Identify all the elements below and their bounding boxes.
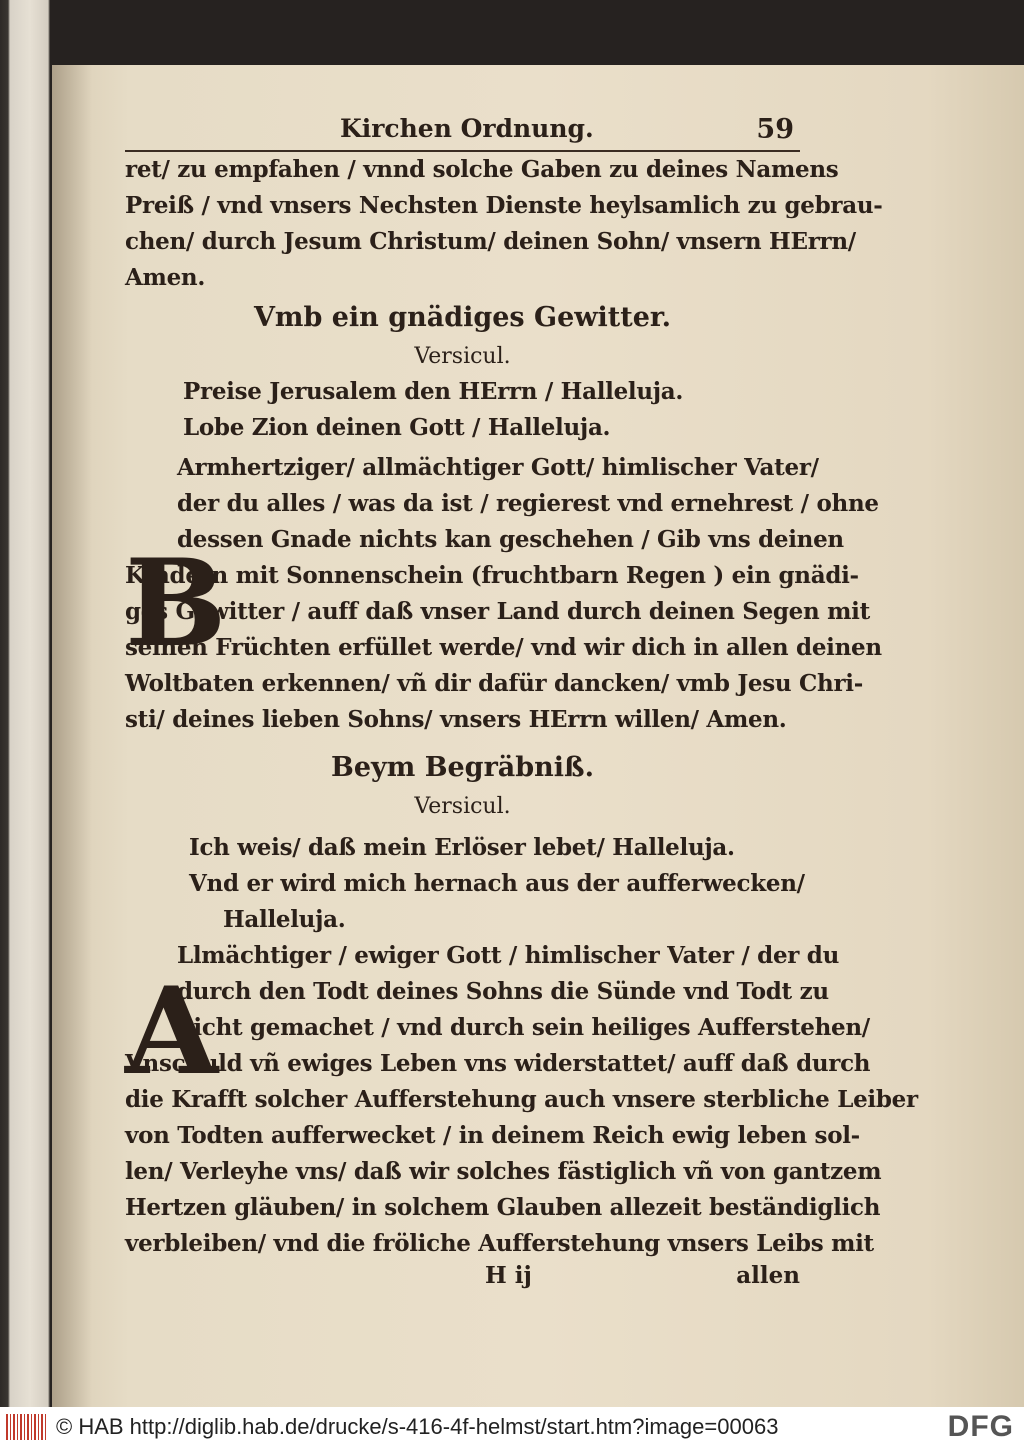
text-line: Preiß / vnd vnsers Nechsten Dienste heylsamlich zu gebrau- bbox=[125, 192, 883, 219]
spine-shadow bbox=[52, 65, 92, 1407]
text-line: ret/ zu empfahen / vnnd solche Gaben zu deines Namens bbox=[125, 156, 839, 183]
page-text bbox=[125, 112, 918, 1298]
prayer-line: der du alles / was da ist / regierest vnd ernehrest / ohne bbox=[177, 490, 879, 517]
verse-line: Lobe Zion deinen Gott / Halleluja. bbox=[183, 414, 611, 441]
page-number: 59 bbox=[756, 114, 794, 145]
verse-line: Halleluja. bbox=[223, 906, 346, 933]
verse-line: Vnd er wird mich hernach aus der aufferwecken/ bbox=[189, 870, 805, 897]
prayer-line: ges Gewitter / auff daß vnser Land durch deinen Segen mit bbox=[125, 598, 870, 625]
running-title: Kirchen Ordnung. bbox=[340, 114, 594, 143]
verse-line: Ich weis/ daß mein Erlöser lebet/ Halleluja. bbox=[189, 834, 735, 861]
attribution-bar bbox=[0, 1407, 1024, 1447]
prayer-line: Armhertziger/ allmächtiger Gott/ himlischer Vater/ bbox=[177, 454, 819, 481]
drop-cap-initial: A bbox=[125, 961, 219, 1102]
signature-mark: H ij bbox=[485, 1262, 532, 1289]
catchword: allen bbox=[736, 1262, 800, 1289]
text-line: chen/ durch Jesum Christum/ deinen Sohn/ vnsern HErrn/ bbox=[125, 228, 856, 255]
prayer-line: Kindern mit Sonnenschein (fruchtbarn Regen ) ein gnädi- bbox=[125, 562, 859, 589]
prayer-line: durch den Todt deines Sohns die Sünde vnd Todt zu bbox=[177, 978, 829, 1005]
drop-cap-initial: B bbox=[125, 533, 227, 674]
prayer-line: Llmächtiger / ewiger Gott / himlischer Vater / der du bbox=[177, 942, 840, 969]
versicul-label: Versicul. bbox=[414, 794, 511, 819]
page-header bbox=[125, 112, 800, 152]
source-credit-link[interactable]: © HAB http://diglib.hab.de/drucke/s-416-4f-helmst/start.htm?image=00063 bbox=[56, 1414, 779, 1439]
dfg-logo: DFG bbox=[947, 1410, 1014, 1443]
page-footer bbox=[125, 1262, 800, 1298]
prayer-line: Woltbaten erkennen/ vñ dir dafür dancken/ vmb Jesu Chri- bbox=[125, 670, 863, 697]
prayer-line: nicht gemachet / vnd durch sein heiliges Aufferstehen/ bbox=[177, 1014, 870, 1041]
prayer-line: Hertzen gläuben/ in solchem Glauben allezeit beständiglich bbox=[125, 1194, 881, 1221]
prayer-line: von Todten aufferwecket / in deinem Reich ewig leben sol- bbox=[125, 1122, 860, 1149]
prayer-line: len/ Verleyhe vns/ daß wir solches fästiglich vñ von gantzem bbox=[125, 1158, 882, 1185]
prayer-line: sti/ deines lieben Sohns/ vnsers HErrn willen/ Amen. bbox=[125, 706, 787, 733]
barcode-icon bbox=[6, 1414, 46, 1440]
prayer-line: dessen Gnade nichts kan geschehen / Gib vns deinen bbox=[177, 526, 844, 553]
section-heading: Beym Begräbniß. bbox=[331, 752, 594, 783]
versicul-label: Versicul. bbox=[414, 344, 511, 369]
prayer-line: die Krafft solcher Aufferstehung auch vnsere sterbliche Leiber bbox=[125, 1086, 918, 1113]
adjacent-page-edge bbox=[0, 0, 50, 1407]
prayer-line: seinen Früchten erfüllet werde/ vnd wir dich in allen deinen bbox=[125, 634, 882, 661]
prayer-line: verbleiben/ vnd die fröliche Aufferstehung vnsers Leibs mit bbox=[125, 1230, 874, 1257]
section-heading: Vmb ein gnädiges Gewitter. bbox=[253, 302, 672, 333]
text-line: Amen. bbox=[125, 264, 206, 291]
verse-line: Preise Jerusalem den HErrn / Halleluja. bbox=[183, 378, 684, 405]
prayer-line: Vnschuld vñ ewiges Leben vns widerstattet/ auff daß durch bbox=[125, 1050, 871, 1077]
